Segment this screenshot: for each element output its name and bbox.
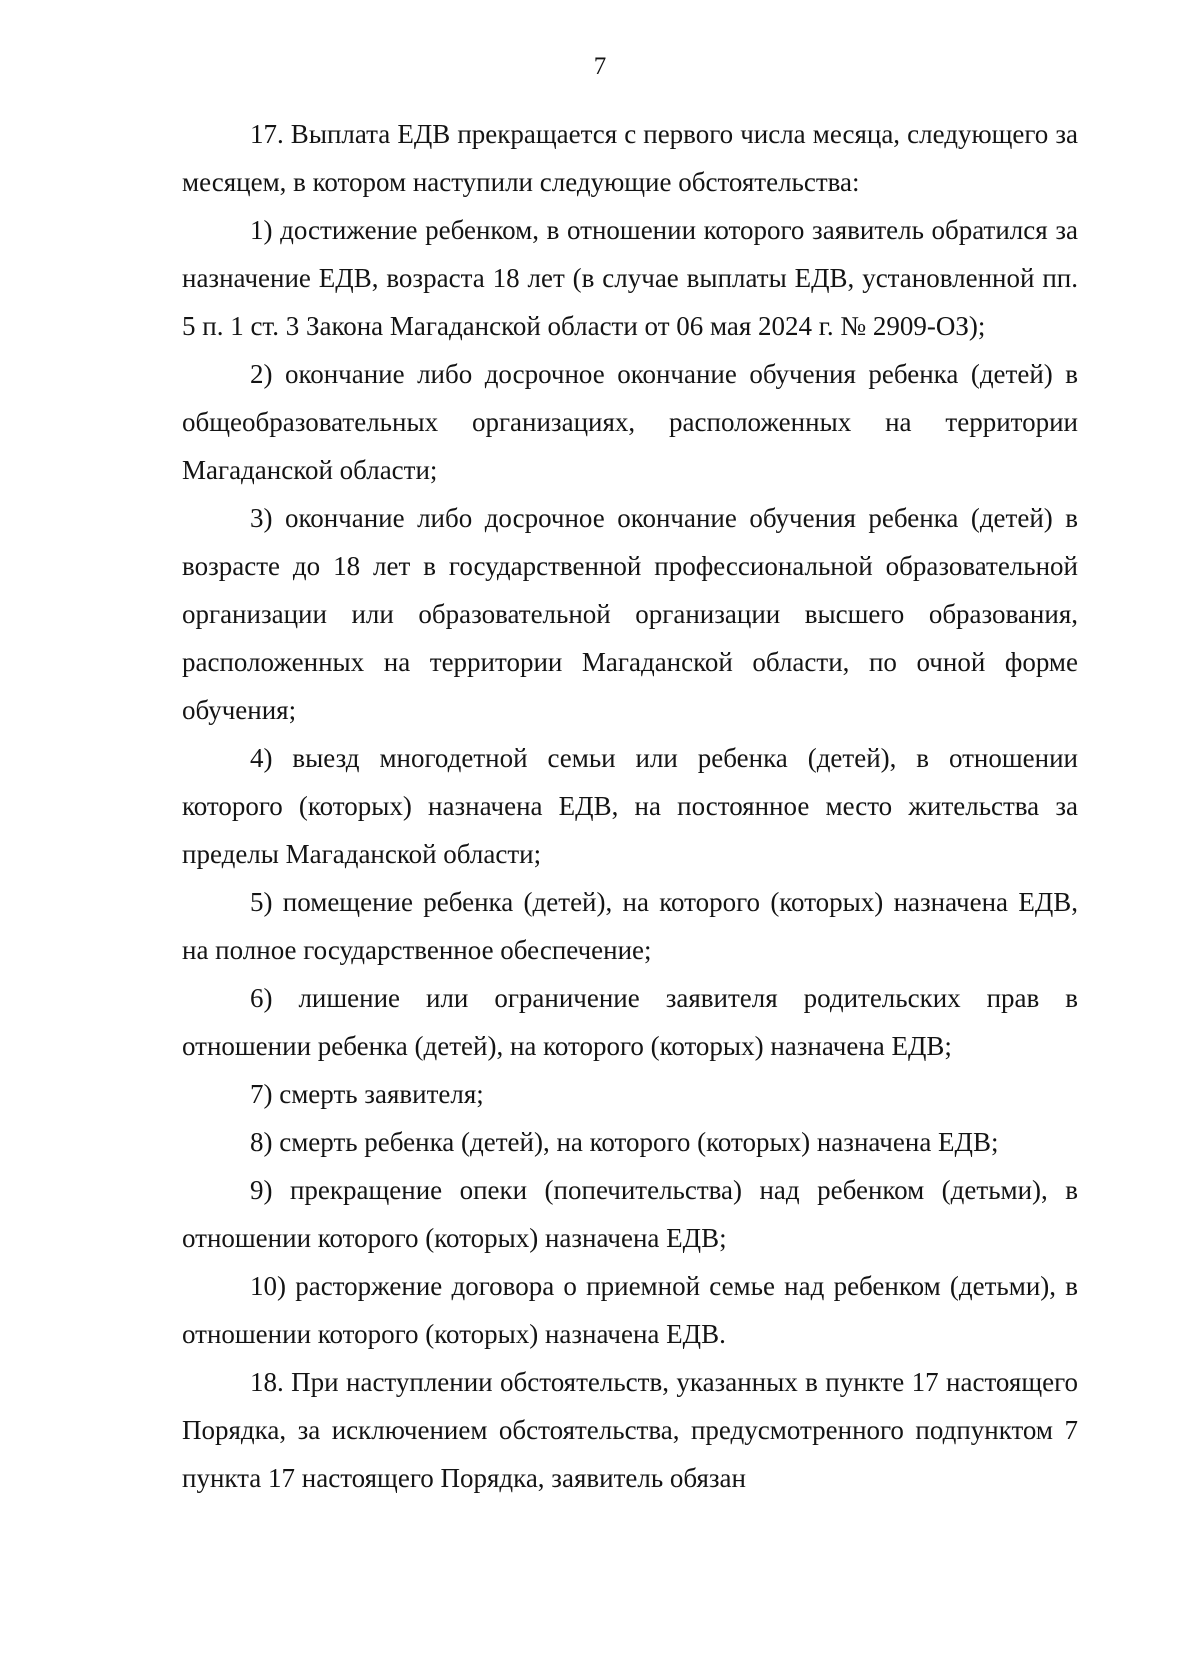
list-item-7: 7) смерть заявителя; [250,1079,484,1109]
list-item-2: 2) окончание либо досрочное окончание обучения ребенка (детей) в общеобразовательных организациях, расположенных на территории Магаданской области; [182,359,1078,485]
list-item-8: 8) смерть ребенка (детей), на которого (которых) назначена ЕДВ; [250,1127,999,1157]
list-item-5: 5) помещение ребенка (детей), на которого (которых) назначена ЕДВ, на полное государственное обеспечение; [182,887,1078,965]
list-item-6: 6) лишение или ограничение заявителя родительских прав в отношении ребенка (детей), на которого (которых) назначена ЕДВ; [182,983,1078,1061]
document-body [182,110,1078,1502]
paragraph-18: 18. При наступлении обстоятельств, указанных в пункте 17 настоящего Порядка, за исключением обстоятельства, предусмотренного подпунктом 7 пункта 17 настоящего Порядка, заявитель обязан [182,1367,1078,1493]
list-item-1: 1) достижение ребенком, в отношении которого заявитель обратился за назначение ЕДВ, возраста 18 лет (в случае выплаты ЕДВ, установленной пп. 5 п. 1 ст. 3 Закона Магаданской области от 06 мая 2024 г. № 2909-ОЗ); [182,215,1078,341]
list-item-3: 3) окончание либо досрочное окончание обучения ребенка (детей) в возрасте до 18 лет в государственной профессиональной образовательной организации или образовательной организации высшего образования, расположенных на территории Магаданской области, по очной форме обучения; [182,503,1078,725]
list-item-4: 4) выезд многодетной семьи или ребенка (детей), в отношении которого (которых) назначена ЕДВ, на постоянное место жительства за пределы Магаданской области; [182,743,1078,869]
list-item-9: 9) прекращение опеки (попечительства) над ребенком (детьми), в отношении которого (которых) назначена ЕДВ; [182,1175,1078,1253]
paragraph-17-intro: 17. Выплата ЕДВ прекращается с первого числа месяца, следующего за месяцем, в котором наступили следующие обстоятельства: [182,119,1078,197]
list-item-10: 10) расторжение договора о приемной семье над ребенком (детьми), в отношении которого (которых) назначена ЕДВ. [182,1271,1078,1349]
page-number: 7 [593,53,607,80]
